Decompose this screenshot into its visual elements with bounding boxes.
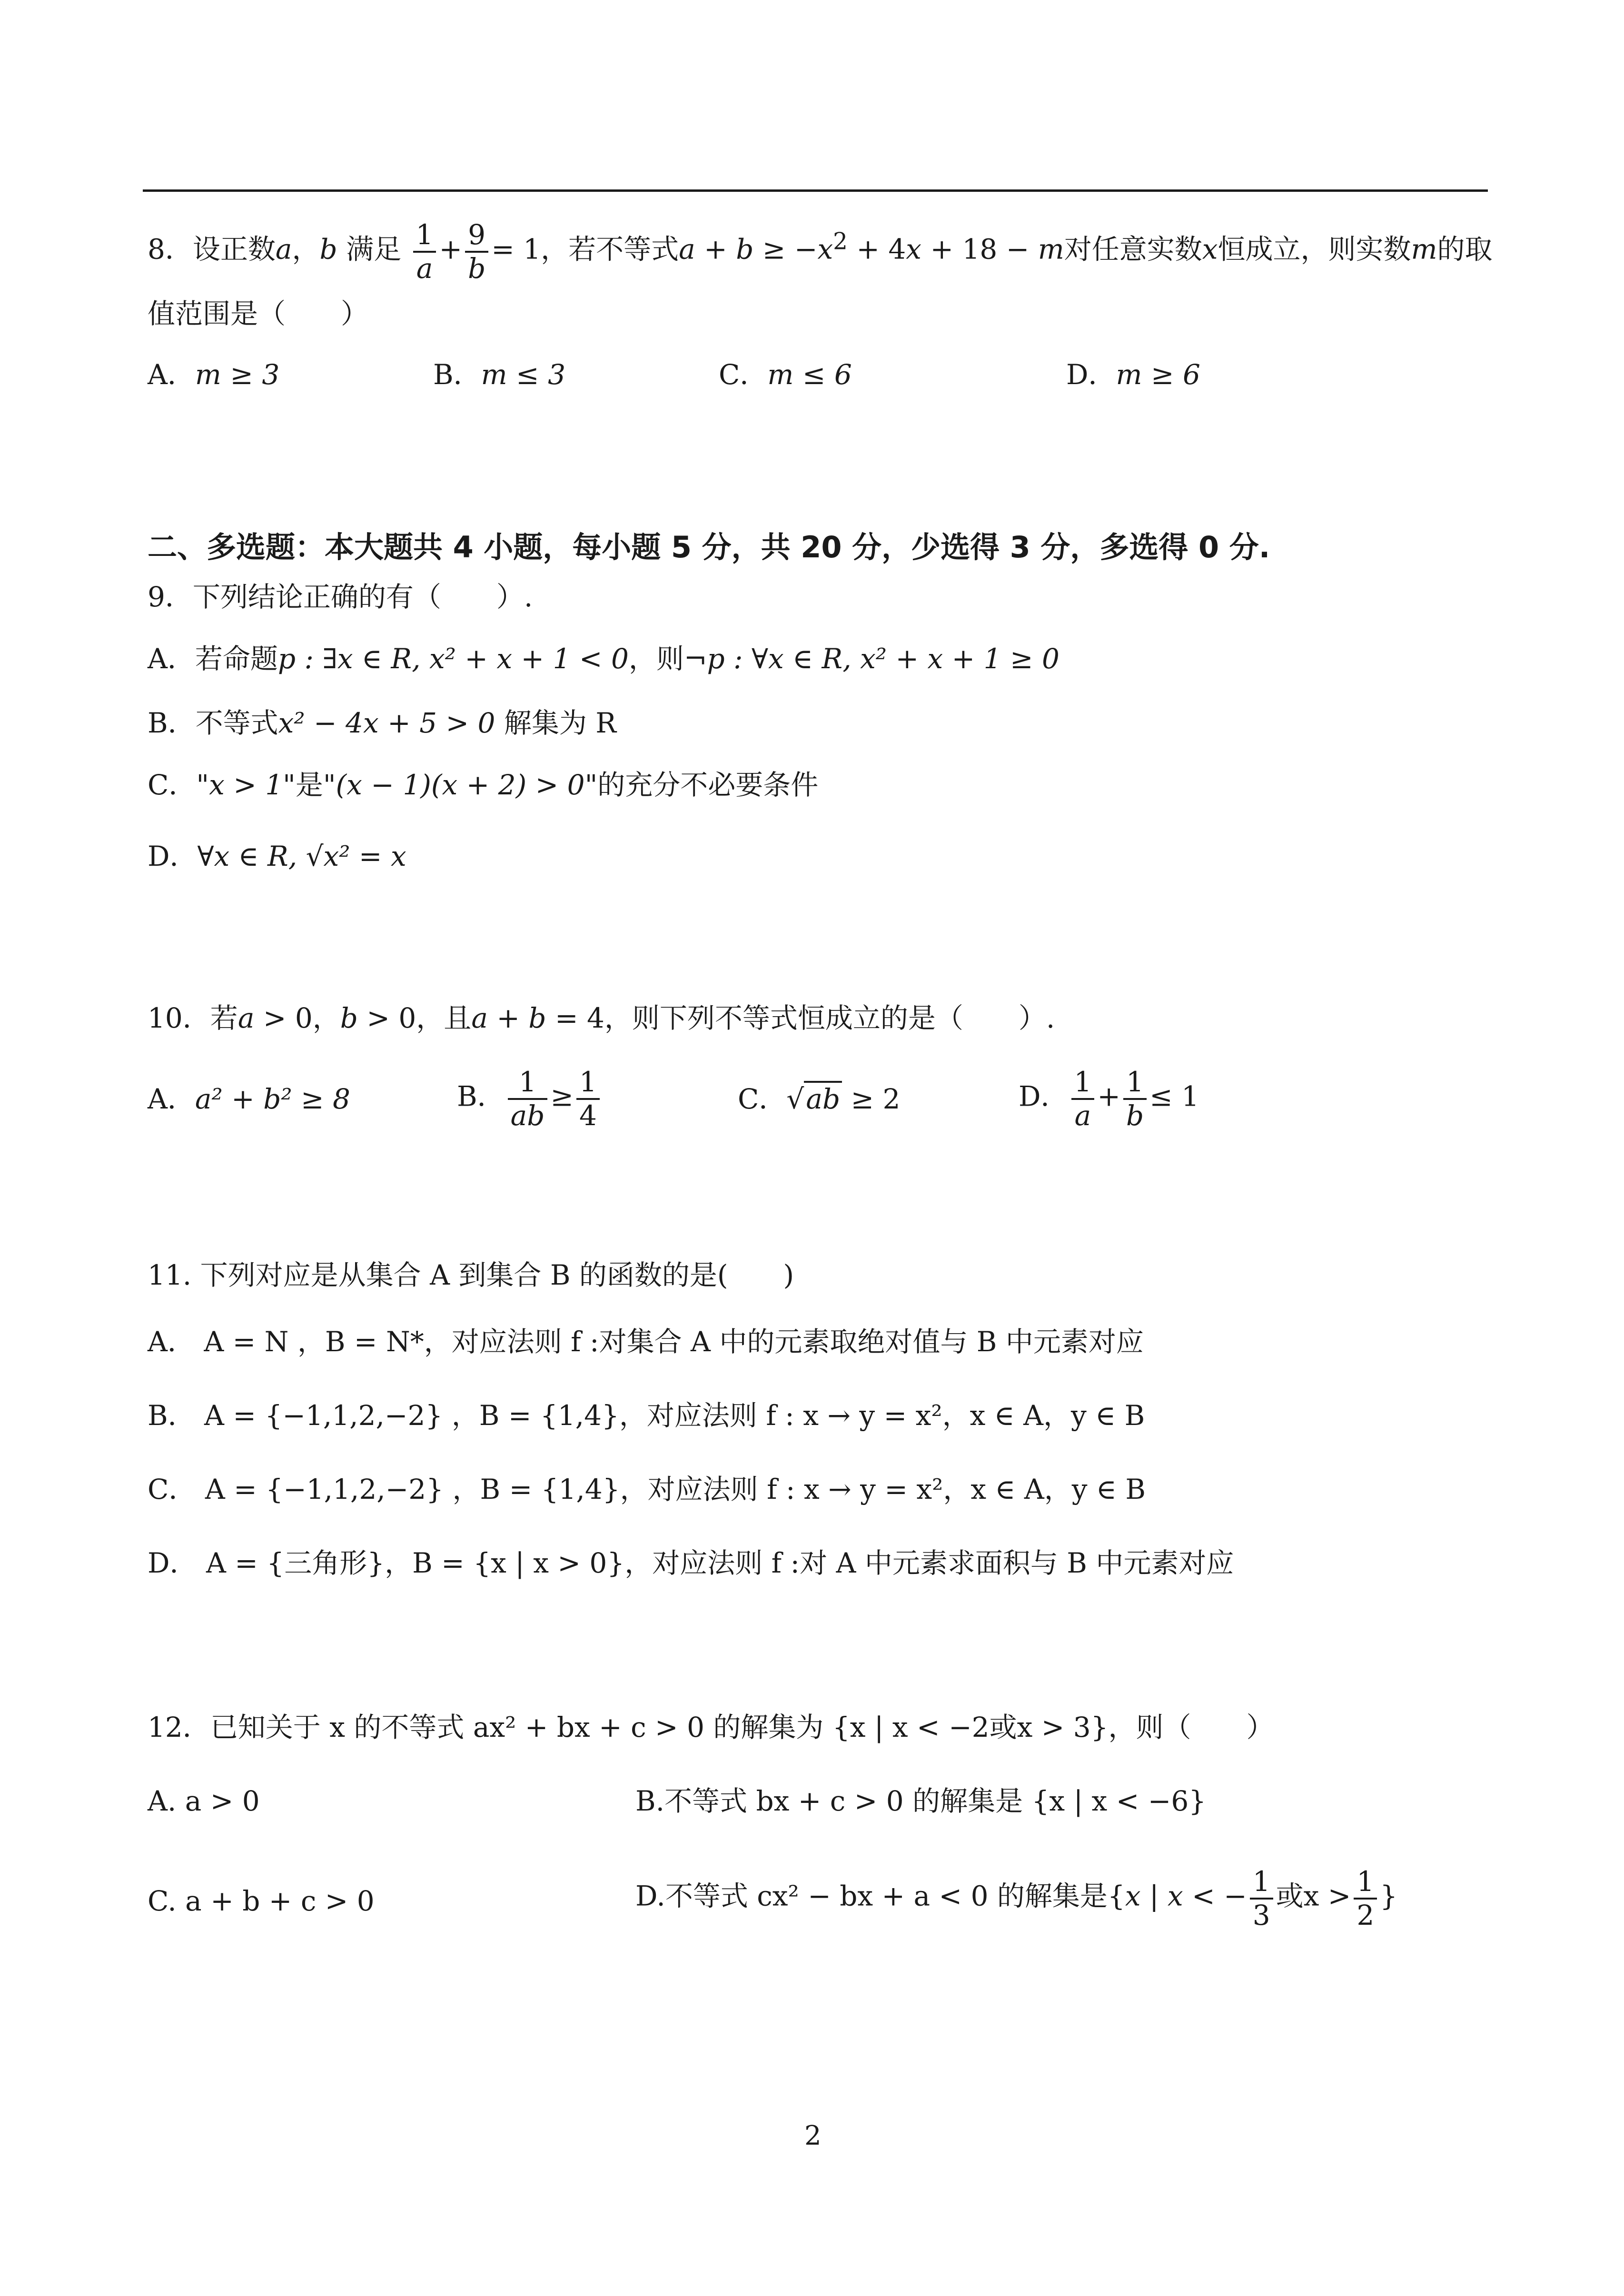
fraction: $\frac{9}{b}$ [465, 219, 488, 284]
q8-stem-line2: 值范围是（ ） [148, 297, 369, 330]
q9-option-a: A．若命题p : ∃x ∈ R, x² + x + 1 < 0，则¬p : ∀x ∈ R, x² + x + 1 ≥ 0 [148, 643, 1060, 675]
q9-option-b: B．不等式x² − 4x + 5 > 0 解集为 R [148, 707, 616, 739]
q8-option-a: A．m ≥ 3 [148, 358, 280, 391]
fraction: $\frac{1}{a}$ [413, 219, 436, 284]
q12-option-d: D.不等式 cx² − bx + a < 0 的解集是{x | x < − $\frac{1}{3}$ 或x > $\frac{1}{2}$ } [635, 1865, 1398, 1931]
q8-option-d: D．m ≥ 6 [1066, 358, 1200, 391]
q11-option-c: C． A = {−1,1,2,−2} ，B = {1,4}，对应法则 f : x → y = x²，x ∈ A，y ∈ B [148, 1473, 1146, 1505]
q10-option-c: C．√ab ≥ 2 [738, 1085, 900, 1113]
q8-text: ，若不等式 [541, 233, 679, 266]
q11-option-b: B． A = {−1,1,2,−2} ，B = {1,4}，对应法则 f : x → y = x²，x ∈ A，y ∈ B [148, 1399, 1145, 1432]
q8-text: 满足 [346, 233, 402, 266]
q8-text: 8．设正数 [148, 233, 276, 266]
page-number: 2 [804, 2120, 822, 2151]
q8-option-c: C．m ≤ 6 [719, 358, 852, 391]
header-rule [143, 189, 1488, 192]
q9-option-c: C．"x > 1"是"(x − 1)(x + 2) > 0"的充分不必要条件 [148, 769, 819, 801]
q12-option-b: B.不等式 bx + c > 0 的解集是 {x | x < −6} [635, 1785, 1207, 1817]
q11-option-d: D． A = {三角形}，B = {x | x > 0}，对应法则 f :对 A 中元素求面积与 B 中元素对应 [148, 1547, 1234, 1579]
q8-option-b: B．m ≤ 3 [433, 358, 565, 391]
q8-stem-line1: 8．设正数a，b 满足 $\frac{1}{a}$ + $\frac{9}{b}$ = 1，若不等式$a + b \ge -x^2 + 4x + 18 - m$对任意实数x恒成立，则实数m的取 [148, 218, 1493, 285]
q8-text: 的取 [1437, 233, 1493, 266]
q8-text: 恒成立，则实数 [1218, 233, 1411, 266]
q10-stem: 10．若a > 0，b > 0，且a + b = 4，则下列不等式恒成立的是（ ）. [148, 1002, 1055, 1034]
q11-option-a: A． A = N ，B = N*，对应法则 f :对集合 A 中的元素取绝对值与 B 中元素对应 [148, 1326, 1144, 1358]
q9-option-d: D．∀x ∈ R, √x² = x [148, 840, 406, 872]
q12-option-c: C. a + b + c > 0 [148, 1885, 375, 1917]
q10-option-d: D． $\frac{1}{a}$ + $\frac{1}{b}$ ≤ 1 [1019, 1066, 1199, 1132]
q11-stem: 11. 下列对应是从集合 A 到集合 B 的函数的是( ) [148, 1259, 794, 1291]
section-heading: 二、多选题：本大题共 4 小题，每小题 5 分，共 20 分，少选得 3 分，多选得 0 分. [148, 530, 1270, 564]
q12-stem: 12．已知关于 x 的不等式 ax² + bx + c > 0 的解集为 {x | x < −2或x > 3}，则（ ） [148, 1711, 1274, 1743]
q10-option-b: B． $\frac{1}{ab}$ ≥ $\frac{1}{4}$ [457, 1066, 603, 1131]
q9-stem: 9．下列结论正确的有（ ）. [148, 581, 533, 613]
q10-option-a: A．a² + b² ≥ 8 [148, 1083, 350, 1115]
q8-text: 对任意实数 [1064, 233, 1202, 266]
q12-option-a: A. a > 0 [148, 1785, 260, 1817]
